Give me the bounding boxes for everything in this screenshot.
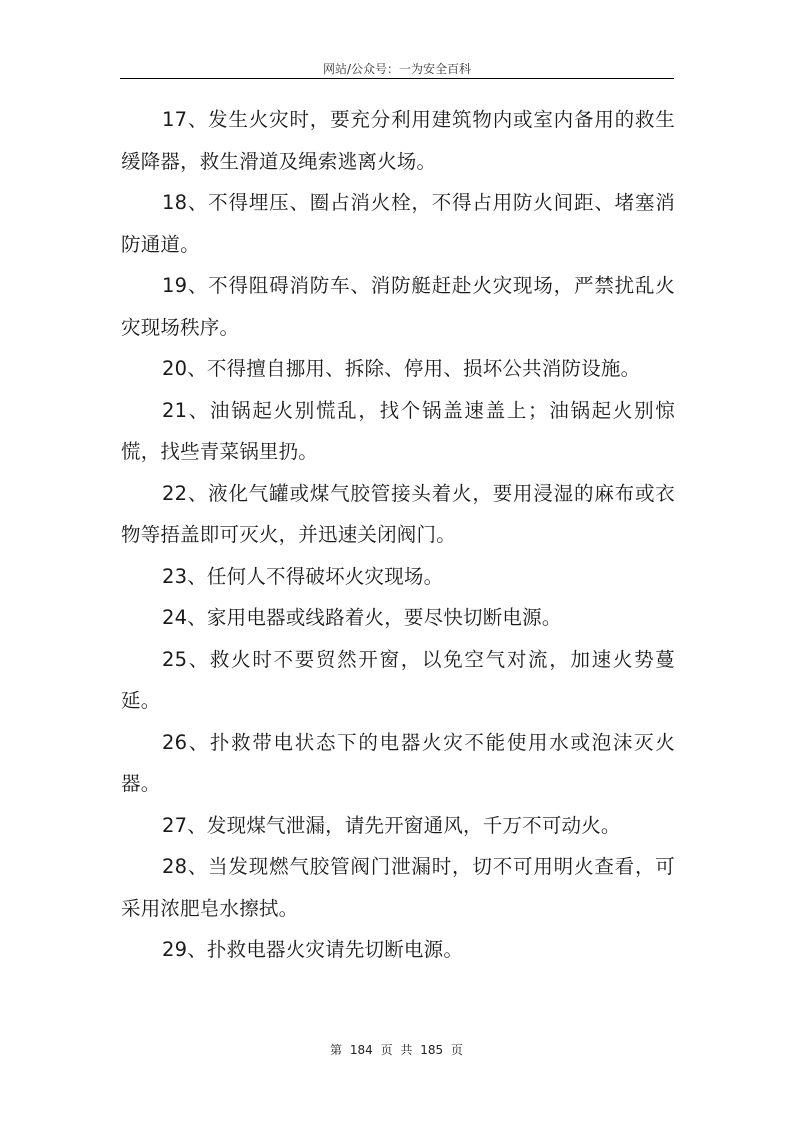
paragraph-19: 19、不得阻碍消防车、消防艇赶赴火灾现场，严禁扰乱火灾现场秩序。 xyxy=(121,274,675,339)
page-number-footer: 第 184 页 共 185 页 xyxy=(330,1043,463,1057)
paragraph-21: 21、油锅起火别慌乱，找个锅盖速盖上；油锅起火别惊慌，找些青菜锅里扔。 xyxy=(121,398,675,463)
paragraph-29: 29、扑救电器火灾请先切断电源。 xyxy=(162,938,464,961)
paragraph-24: 24、家用电器或线路着火，要尽快切断电源。 xyxy=(162,606,562,629)
page-header: 网站/公众号：一为安全百科 xyxy=(322,62,472,76)
paragraph-17: 17、发生火灾时，要充分利用建筑物内或室内备用的救生缓降器，救生滑道及绳索逃离火场。 xyxy=(121,108,675,173)
paragraph-23: 23、任何人不得破坏火灾现场。 xyxy=(162,564,444,588)
document-body xyxy=(121,99,675,971)
paragraph-20: 20、不得擅自挪用、拆除、停用、损坏公共消防设施。 xyxy=(162,357,641,380)
paragraph-27: 27、发现煤气泄漏，请先开窗通风，千万不可动火。 xyxy=(162,813,621,837)
paragraph-25: 25、救火时不要贸然开窗，以免空气对流，加速火势蔓延。 xyxy=(121,647,675,712)
paragraph-28: 28、当发现燃气胶管阀门泄漏时，切不可用明火查看，可采用浓肥皂水擦拭。 xyxy=(121,855,675,920)
header-divider xyxy=(120,78,674,79)
paragraph-22: 22、液化气罐或煤气胶管接头着火，要用浸湿的麻布或衣物等捂盖即可灭火，并迅速关闭阀门。 xyxy=(121,481,675,546)
paragraph-26: 26、扑救带电状态下的电器火灾不能使用水或泡沫灭火器。 xyxy=(121,730,675,795)
paragraph-18: 18、不得埋压、圈占消火栓，不得占用防火间距、堵塞消防通道。 xyxy=(121,191,675,256)
